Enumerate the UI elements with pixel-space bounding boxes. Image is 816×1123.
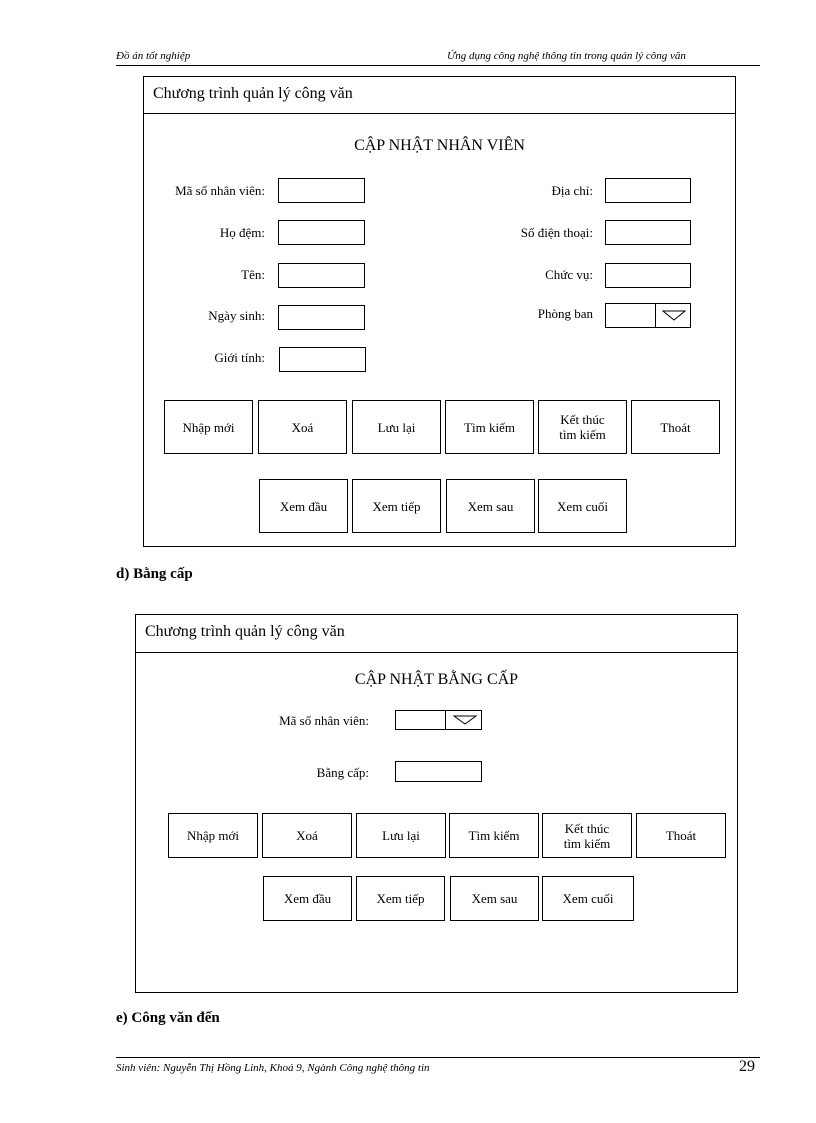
position-label: Chức vụ: bbox=[545, 267, 593, 282]
employee-id-select[interactable] bbox=[395, 710, 482, 730]
save-button[interactable]: Lưu lại bbox=[356, 813, 446, 858]
footer-rule bbox=[116, 1057, 760, 1058]
next-record-button[interactable]: Xem tiếp bbox=[356, 876, 445, 921]
degree-input[interactable] bbox=[395, 761, 482, 782]
employee-id-input[interactable] bbox=[278, 178, 365, 203]
end-search-label-line2: tìm kiếm bbox=[559, 427, 606, 442]
position-input[interactable] bbox=[605, 263, 691, 288]
delete-button[interactable]: Xoá bbox=[258, 400, 347, 454]
department-label: Phòng ban bbox=[537, 306, 593, 321]
first-record-button[interactable]: Xem đầu bbox=[263, 876, 352, 921]
phone-input[interactable] bbox=[605, 220, 691, 245]
new-button[interactable]: Nhập mới bbox=[168, 813, 258, 858]
new-button[interactable]: Nhập mới bbox=[164, 400, 253, 454]
end-search-label-line1: Kết thúc bbox=[560, 412, 605, 427]
middle-name-label: Họ đệm: bbox=[219, 225, 265, 240]
employee-id-label: Mã số nhân viên: bbox=[279, 713, 369, 728]
previous-record-button[interactable]: Xem sau bbox=[446, 479, 535, 533]
header-rule bbox=[116, 65, 760, 66]
address-label: Địa chỉ: bbox=[551, 183, 593, 198]
window-title: Chương trình quản lý công văn bbox=[145, 623, 345, 640]
search-button[interactable]: Tìm kiếm bbox=[445, 400, 534, 454]
delete-button[interactable]: Xoá bbox=[262, 813, 352, 858]
employee-id-label: Mã số nhân viên: bbox=[175, 183, 265, 198]
title-divider bbox=[136, 652, 737, 653]
middle-name-input[interactable] bbox=[278, 220, 365, 245]
page-number: 29 bbox=[739, 1058, 755, 1075]
search-button[interactable]: Tìm kiếm bbox=[449, 813, 539, 858]
section-e-heading: e) Công văn đến bbox=[116, 1010, 220, 1026]
next-record-button[interactable]: Xem tiếp bbox=[352, 479, 441, 533]
birth-date-label: Ngày sinh: bbox=[208, 308, 265, 323]
last-record-button[interactable]: Xem cuối bbox=[542, 876, 634, 921]
first-name-label: Tên: bbox=[241, 267, 265, 282]
header-right: Ứng dụng công nghệ thông tin trong quản lý công văn bbox=[447, 50, 686, 62]
end-search-button[interactable] bbox=[542, 813, 632, 858]
birth-date-input[interactable] bbox=[278, 305, 365, 330]
chevron-down-icon[interactable] bbox=[453, 715, 477, 725]
gender-label: Giới tính: bbox=[214, 350, 265, 365]
window-title: Chương trình quản lý công văn bbox=[153, 85, 353, 102]
header-left: Đồ án tốt nghiệp bbox=[116, 50, 191, 62]
end-search-label-line2: tìm kiếm bbox=[563, 835, 611, 851]
gender-input[interactable] bbox=[279, 347, 366, 372]
department-select[interactable] bbox=[605, 303, 691, 328]
title-divider bbox=[144, 113, 735, 114]
address-input[interactable] bbox=[605, 178, 691, 203]
first-name-input[interactable] bbox=[278, 263, 365, 288]
employee-window bbox=[143, 76, 736, 547]
end-search-button[interactable] bbox=[538, 400, 627, 454]
degree-label: Bằng cấp: bbox=[316, 765, 369, 780]
phone-label: Số điện thoại: bbox=[520, 225, 593, 240]
previous-record-button[interactable]: Xem sau bbox=[450, 876, 539, 921]
chevron-down-icon[interactable] bbox=[662, 310, 686, 321]
footer-text: Sinh viên: Nguyễn Thị Hồng Linh, Khoá 9, Ngành Công nghệ thông tin bbox=[116, 1062, 430, 1074]
exit-button[interactable]: Thoát bbox=[631, 400, 720, 454]
end-search-label-line1: Kết thúc bbox=[564, 820, 610, 836]
save-button[interactable]: Lưu lại bbox=[352, 400, 441, 454]
form-heading: CẬP NHẬT BẰNG CẤP bbox=[354, 671, 519, 688]
exit-button[interactable]: Thoát bbox=[636, 813, 726, 858]
last-record-button[interactable]: Xem cuối bbox=[538, 479, 627, 533]
first-record-button[interactable]: Xem đầu bbox=[259, 479, 348, 533]
degree-window bbox=[135, 614, 738, 993]
section-d-heading: d) Bằng cấp bbox=[116, 566, 193, 582]
form-heading: CẬP NHẬT NHÂN VIÊN bbox=[354, 137, 525, 154]
